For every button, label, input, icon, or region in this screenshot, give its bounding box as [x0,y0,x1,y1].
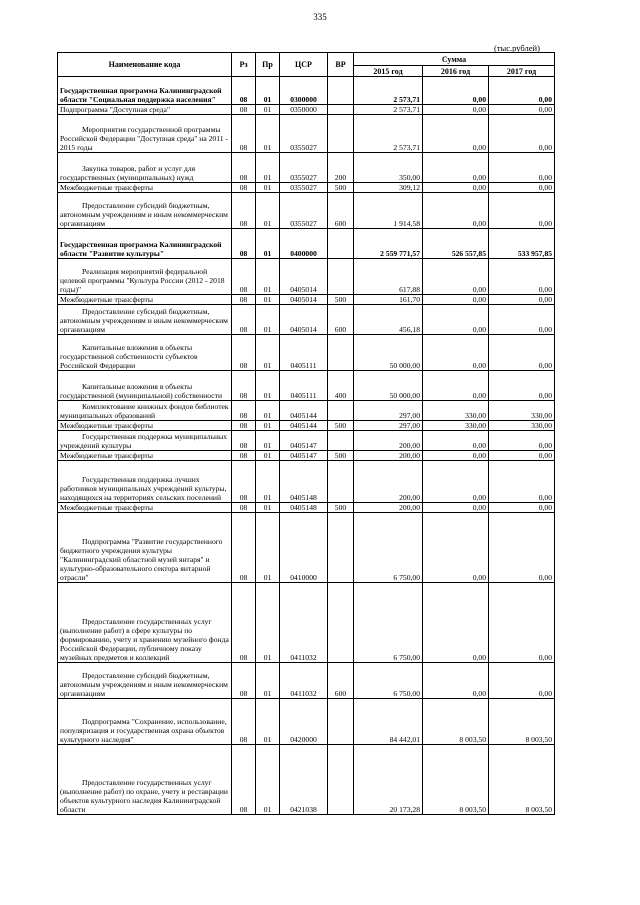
csr-cell: 0355027 [280,193,328,229]
pr-cell: 01 [256,77,280,105]
name-cell: Комплектование книжных фондов библиотек муниципальных образований [58,401,232,421]
amount-2016-cell: 0,00 [423,461,489,503]
vr-cell: 500 [328,421,354,431]
pr-cell: 01 [256,115,280,153]
rz-cell: 08 [232,153,256,183]
csr-cell: 0405111 [280,335,328,371]
table-row [58,699,555,745]
csr-cell: 0410000 [280,513,328,583]
name-cell: Подпрограмма "Доступная среда" [58,105,232,115]
csr-cell: 0405148 [280,503,328,513]
table-row [58,295,555,305]
table-row [58,105,555,115]
name-cell: Межбюджетные трансферты [58,451,232,461]
amount-2016-cell: 0,00 [423,513,489,583]
header-2017: 2017 год [489,66,555,77]
table-row [58,431,555,451]
amount-2017-cell: 330,00 [489,421,555,431]
rz-cell: 08 [232,115,256,153]
table-row [58,183,555,193]
amount-2016-cell: 0,00 [423,663,489,699]
amount-2016-cell: 0,00 [423,105,489,115]
rz-cell: 08 [232,699,256,745]
amount-2017-cell: 0,00 [489,663,555,699]
name-cell: Подпрограмма "Развитие государственного бюджетного учреждения культуры "Калининградский областной музей янтаря" и культурно-образовательного сектора янтарной отрасли" [58,513,232,583]
rz-cell: 08 [232,229,256,259]
name-cell: Межбюджетные трансферты [58,421,232,431]
table-row [58,229,555,259]
amount-2016-cell: 0,00 [423,503,489,513]
amount-2017-cell: 0,00 [489,371,555,401]
table-row [58,371,555,401]
amount-2017-cell: 0,00 [489,503,555,513]
pr-cell: 01 [256,259,280,295]
amount-2017-cell: 0,00 [489,115,555,153]
amount-2015-cell: 297,00 [354,421,423,431]
amount-2016-cell: 526 557,85 [423,229,489,259]
amount-2017-cell: 0,00 [489,105,555,115]
amount-2016-cell: 0,00 [423,115,489,153]
rz-cell: 08 [232,745,256,815]
name-cell: Предоставление субсидий бюджетным, автономным учреждениям и иным некоммерческим организациям [58,305,232,335]
name-cell: Мероприятия государственной программы Российской Федерации "Доступная среда" на 2011 - 2015 годы [58,115,232,153]
vr-cell: 600 [328,663,354,699]
vr-cell [328,401,354,421]
rz-cell: 08 [232,461,256,503]
vr-cell: 200 [328,153,354,183]
pr-cell: 01 [256,513,280,583]
pr-cell: 01 [256,503,280,513]
csr-cell: 0405014 [280,305,328,335]
table-row [58,115,555,153]
vr-cell [328,699,354,745]
rz-cell: 08 [232,503,256,513]
pr-cell: 01 [256,431,280,451]
pr-cell: 01 [256,105,280,115]
amount-2016-cell: 0,00 [423,305,489,335]
rz-cell: 08 [232,305,256,335]
pr-cell: 01 [256,153,280,183]
csr-cell: 0405147 [280,431,328,451]
rz-cell: 08 [232,183,256,193]
amount-2017-cell: 0,00 [489,431,555,451]
amount-2016-cell: 0,00 [423,431,489,451]
vr-cell [328,115,354,153]
pr-cell: 01 [256,193,280,229]
amount-2017-cell: 0,00 [489,583,555,663]
table-row [58,513,555,583]
name-cell: Подпрограмма "Сохранение, использование, популяризация и государственная охрана объектов культурного наследия" [58,699,232,745]
amount-2015-cell: 297,00 [354,401,423,421]
vr-cell [328,259,354,295]
pr-cell: 01 [256,335,280,371]
vr-cell [328,77,354,105]
vr-cell: 400 [328,371,354,401]
amount-2015-cell: 50 000,00 [354,335,423,371]
vr-cell: 500 [328,183,354,193]
amount-2016-cell: 0,00 [423,183,489,193]
rz-cell: 08 [232,335,256,371]
table-row [58,335,555,371]
rz-cell: 08 [232,193,256,229]
amount-2015-cell: 350,00 [354,153,423,183]
amount-2016-cell: 0,00 [423,335,489,371]
rz-cell: 08 [232,421,256,431]
vr-cell: 600 [328,305,354,335]
csr-cell: 0400000 [280,229,328,259]
amount-2016-cell: 0,00 [423,295,489,305]
header-2016: 2016 год [423,66,489,77]
vr-cell: 500 [328,295,354,305]
rz-cell: 08 [232,583,256,663]
vr-cell [328,335,354,371]
amount-2017-cell: 0,00 [489,295,555,305]
vr-cell: 500 [328,503,354,513]
name-cell: Реализация мероприятий федеральной целевой программы "Культура России (2012 - 2018 годы)" [58,259,232,295]
rz-cell: 08 [232,431,256,451]
amount-2017-cell: 0,00 [489,305,555,335]
amount-2015-cell: 200,00 [354,451,423,461]
amount-2015-cell: 6 750,00 [354,583,423,663]
pr-cell: 01 [256,663,280,699]
amount-2017-cell: 0,00 [489,451,555,461]
name-cell: Предоставление субсидий бюджетным, автономным учреждениям и иным некоммерческим организациям [58,193,232,229]
amount-2015-cell: 456,18 [354,305,423,335]
table-row [58,77,555,105]
table-body [58,77,555,815]
csr-cell: 0300000 [280,77,328,105]
amount-2016-cell: 8 003,50 [423,745,489,815]
amount-2017-cell: 0,00 [489,335,555,371]
amount-2015-cell: 2 573,71 [354,105,423,115]
amount-2016-cell: 0,00 [423,259,489,295]
amount-2016-cell: 0,00 [423,153,489,183]
csr-cell: 0420000 [280,699,328,745]
amount-2015-cell: 617,88 [354,259,423,295]
pr-cell: 01 [256,583,280,663]
pr-cell: 01 [256,461,280,503]
rz-cell: 08 [232,259,256,295]
name-cell: Государственная программа Калининградской области "Социальная поддержка населения" [58,77,232,105]
amount-2015-cell: 161,70 [354,295,423,305]
table-row [58,401,555,421]
amount-2016-cell: 330,00 [423,421,489,431]
pr-cell: 01 [256,295,280,305]
vr-cell: 600 [328,193,354,229]
vr-cell [328,513,354,583]
rz-cell: 08 [232,513,256,583]
amount-2015-cell: 200,00 [354,431,423,451]
budget-table [57,52,555,815]
name-cell: Межбюджетные трансферты [58,503,232,513]
pr-cell: 01 [256,371,280,401]
csr-cell: 0350000 [280,105,328,115]
table-row [58,503,555,513]
table-row [58,745,555,815]
csr-cell: 0411032 [280,583,328,663]
amount-2015-cell: 200,00 [354,461,423,503]
amount-2017-cell: 0,00 [489,183,555,193]
amount-2017-cell: 0,00 [489,153,555,183]
header-vr: ВР [328,53,354,77]
vr-cell [328,105,354,115]
name-cell: Межбюджетные трансферты [58,183,232,193]
rz-cell: 08 [232,77,256,105]
name-cell: Межбюджетные трансферты [58,295,232,305]
csr-cell: 0355027 [280,115,328,153]
rz-cell: 08 [232,401,256,421]
header-sum: Сумма [354,53,555,66]
header-2015: 2015 год [354,66,423,77]
amount-2017-cell: 0,00 [489,259,555,295]
name-cell: Государственная поддержка муниципальных учреждений культуры [58,431,232,451]
csr-cell: 0421038 [280,745,328,815]
name-cell: Предоставление государственных услуг (выполнение работ) по охране, учету и реставрации объектов культурного наследия Калининградской области [58,745,232,815]
amount-2015-cell: 2 573,71 [354,77,423,105]
pr-cell: 01 [256,699,280,745]
vr-cell: 500 [328,451,354,461]
table-row [58,451,555,461]
amount-2017-cell: 0,00 [489,77,555,105]
name-cell: Государственная программа Калининградской области "Развитие культуры" [58,229,232,259]
amount-2016-cell: 0,00 [423,193,489,229]
amount-2017-cell: 0,00 [489,513,555,583]
table-row [58,193,555,229]
pr-cell: 01 [256,305,280,335]
amount-2015-cell: 50 000,00 [354,371,423,401]
header-pr: Пр [256,53,280,77]
amount-2017-cell: 0,00 [489,193,555,229]
csr-cell: 0355027 [280,153,328,183]
vr-cell [328,583,354,663]
csr-cell: 0405148 [280,461,328,503]
amount-2015-cell: 1 914,58 [354,193,423,229]
table-row [58,461,555,503]
csr-cell: 0405147 [280,451,328,461]
table-row [58,421,555,431]
vr-cell [328,461,354,503]
table-row [58,583,555,663]
csr-cell: 0405014 [280,295,328,305]
units-label: (тыс.рублей) [494,43,540,53]
amount-2015-cell: 6 750,00 [354,513,423,583]
pr-cell: 01 [256,183,280,193]
amount-2017-cell: 533 957,85 [489,229,555,259]
name-cell: Предоставление государственных услуг (выполнение работ) в сфере культуры по формированию, учету и хранению музейного фонда Российской Федерации, публичному показу музейных предметов и коллекций [58,583,232,663]
amount-2016-cell: 0,00 [423,77,489,105]
rz-cell: 08 [232,663,256,699]
table-row [58,305,555,335]
csr-cell: 0411032 [280,663,328,699]
amount-2017-cell: 8 003,50 [489,699,555,745]
rz-cell: 08 [232,295,256,305]
csr-cell: 0405144 [280,401,328,421]
table-row [58,153,555,183]
header-csr: ЦСР [280,53,328,77]
rz-cell: 08 [232,371,256,401]
header-name: Наименование кода [58,53,232,77]
amount-2017-cell: 0,00 [489,461,555,503]
table-row [58,663,555,699]
pr-cell: 01 [256,451,280,461]
table-row [58,259,555,295]
name-cell: Капитальные вложения в объекты государственной собственности субъектов Российской Федерации [58,335,232,371]
amount-2016-cell: 330,00 [423,401,489,421]
vr-cell [328,229,354,259]
amount-2016-cell: 0,00 [423,583,489,663]
amount-2015-cell: 20 173,28 [354,745,423,815]
csr-cell: 0405014 [280,259,328,295]
page-number: 335 [313,12,327,22]
amount-2017-cell: 330,00 [489,401,555,421]
name-cell: Государственная поддержка лучших работников муниципальных учреждений культуры, находящихся на территориях сельских поселений [58,461,232,503]
csr-cell: 0405111 [280,371,328,401]
amount-2015-cell: 2 559 771,57 [354,229,423,259]
name-cell: Закупка товаров, работ и услуг для государственных (муниципальных) нужд [58,153,232,183]
rz-cell: 08 [232,451,256,461]
amount-2016-cell: 8 003,50 [423,699,489,745]
rz-cell: 08 [232,105,256,115]
amount-2015-cell: 6 750,00 [354,663,423,699]
pr-cell: 01 [256,229,280,259]
amount-2015-cell: 200,00 [354,503,423,513]
header-rz: Рз [232,53,256,77]
csr-cell: 0405144 [280,421,328,431]
pr-cell: 01 [256,421,280,431]
amount-2015-cell: 84 442,01 [354,699,423,745]
name-cell: Предоставление субсидий бюджетным, автономным учреждениям и иным некоммерческим организациям [58,663,232,699]
vr-cell [328,431,354,451]
amount-2016-cell: 0,00 [423,371,489,401]
csr-cell: 0355027 [280,183,328,193]
amount-2017-cell: 8 003,50 [489,745,555,815]
amount-2016-cell: 0,00 [423,451,489,461]
vr-cell [328,745,354,815]
pr-cell: 01 [256,745,280,815]
pr-cell: 01 [256,401,280,421]
amount-2015-cell: 2 573,71 [354,115,423,153]
amount-2015-cell: 309,12 [354,183,423,193]
name-cell: Капитальные вложения в объекты государственной (муниципальной) собственности [58,371,232,401]
